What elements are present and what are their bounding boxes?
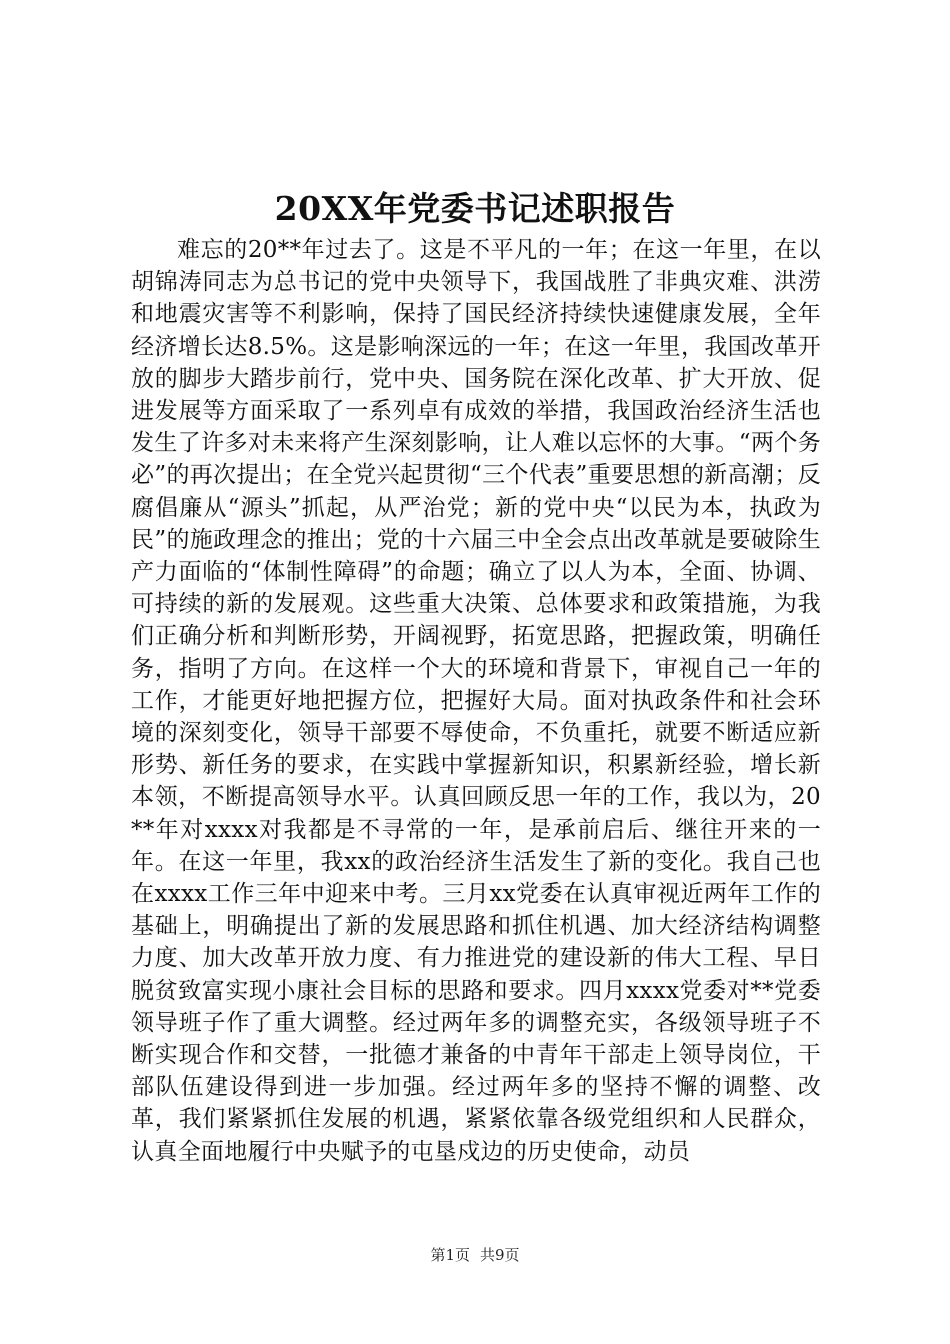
body-paragraph: 难忘的20**年过去了。这是不平凡的一年；在这一年里，在以胡锦涛同志为总书记的党中央领导下，我国战胜了非典灾难、洪涝和地震灾害等不利影响，保持了国民经济持续快速健康发展，全年经济增长达8.5%。这是影响深远的一年；在这一年里，我国改革开放的脚步大踏步前行，党中央、国务院在深化改革、扩大开放、促进发展等方面采取了一系列卓有成效的举措，我国政治经济生活也发生了许多对未来将产生深刻影响，让人难以忘怀的大事。“两个务必”的再次提出；在全党兴起贯彻“三个代表”重要思想的新高潮；反腐倡廉从“源头”抓起，从严治党；新的党中央“以民为本，执政为民”的施政理念的推出；党的十六届三中全会点出改革就是要破除生产力面临的“体制性障碍”的命题；确立了以人为本，全面、协调、可持续的新的发展观。这些重大决策、总体要求和政策措施，为我们正确分析和判断形势，开阔视野，拓宽思路，把握政策，明确任务，指明了方向。在这样一个大的环境和背景下，审视自己一年的工作，才能更好地把握方位，把握好大局。面对执政条件和社会环境的深刻变化，领导干部要不辱使命，不负重托，就要不断适应新形势、新任务的要求，在实践中掌握新知识，积累新经验，增长新本领，不断提高领导水平。认真回顾反思一年的工作，我以为，20**年对xxxx对我都是不寻常的一年，是承前启后、继往开来的一年。在这一年里，我xx的政治经济生活发生了新的变化。我自己也在xxxx工作三年中迎来中考。三月xx党委在认真审视近两年工作的基础上，明确提出了新的发展思路和抓住机遇、加大经济结构调整力度、加大改革开放力度、有力推进党的建设新的伟大工程、早日脱贫致富实现小康社会目标的思路和要求。四月xxxx党委对**党委领导班子作了重大调整。经过两年多的调整充实，各级领导班子不断实现合作和交替，一批德才兼备的中青年干部走上领导岗位，干部队伍建设得到进一步加强。经过两年多的坚持不懈的调整、改革，我们紧紧抓住发展的机遇，紧紧依靠各级党组织和人民群众，认真全面地履行中央赋予的屯垦戍边的历史使命，动员 xyxy=(131,237,821,1165)
document-title: 20XX年党委书记述职报告 xyxy=(274,189,676,228)
page-number-total: 共9页 xyxy=(480,1246,520,1264)
page-footer xyxy=(0,1245,950,1265)
page-number-current: 第1页 xyxy=(430,1246,470,1264)
